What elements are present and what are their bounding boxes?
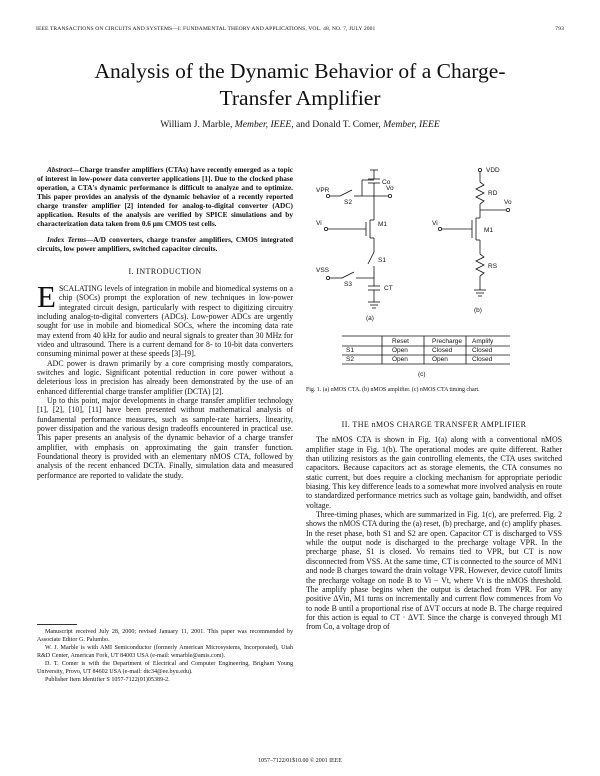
- author-2-role: Member, IEEE: [383, 119, 440, 130]
- table-row-s2-precharge: Open: [432, 356, 448, 363]
- table-row-s2-reset: Open: [392, 356, 408, 363]
- table-row-s2-amplify: Closed: [472, 356, 493, 363]
- label-c: (c): [418, 371, 426, 378]
- label-s2: S2: [344, 199, 352, 206]
- label-s1: S1: [378, 257, 386, 264]
- footnote-rule: [37, 624, 77, 625]
- author-1-role: Member, IEEE,: [234, 119, 294, 130]
- label-vdd: VDD: [486, 167, 500, 174]
- label-vi-b: Vi: [432, 220, 438, 227]
- label-a: (a): [366, 315, 374, 322]
- index-terms-lead: Index Terms—: [47, 234, 94, 244]
- table-header-amplify: Amplify: [472, 338, 494, 345]
- intro-paragraph-2: ADC power is drawn primarily by a core comprising mostly comparators, switches and logic. Significant potential reduction in core power without a deleterious loss in precision has already been demonstrated by the use of an enhanced differential charge transfer amplifier (DCTA) [2].: [37, 358, 293, 396]
- abstract: [37, 166, 293, 229]
- label-rs: RS: [488, 263, 498, 270]
- section-2-paragraph-1: The nMOS CTA is shown in Fig. 1(a) along with a conventional nMOS amplifier stage in Fig. 1(b). The operational modes are quite different. Rather than utilizing resistors as the gain controlling elements, the CTA uses switched capacitors. Because capacitors act as storage elements, the CTA consumes no static current, but does require a clocking mechanism for appropriate periodic biasing. This key difference leads to a somewhat more involved analysis en route to standardized performance metrics such as voltage gain, bandwidth, and offset voltage.: [306, 435, 562, 510]
- table-row-s2-name: S2: [346, 356, 354, 363]
- table-row-s1-name: S1: [346, 347, 354, 354]
- table-row-s1-precharge: Closed: [432, 347, 453, 354]
- label-vo-a: Vo: [386, 185, 394, 192]
- footnote-author-1: W. J. Marble is with AMI Semiconductor (formerly American Microsystems, Incorporated), Utah R&D Center, American Fork, UT 84003 USA (e-mail: wmarble@amis.com).: [37, 645, 293, 659]
- left-column: [37, 166, 293, 480]
- table-header-precharge: Precharge: [432, 338, 462, 345]
- label-co: Co: [382, 179, 391, 186]
- label-b: (b): [474, 307, 482, 314]
- label-vpr: VPR: [316, 187, 330, 194]
- page-number: 793: [555, 26, 564, 32]
- author-1: William J. Marble,: [160, 119, 233, 130]
- footnotes: [37, 624, 293, 686]
- abstract-lead: Abstract—: [47, 165, 80, 174]
- figure-1-caption: Fig. 1. (a) nMOS CTA. (b) nMOS amplifier. (c) nMOS CTA timing chart.: [306, 387, 480, 393]
- author-line: [40, 119, 560, 130]
- abstract-text: Charge transfer amplifiers (CTAs) have recently emerged as a topic of interest in low-power data converter applications [1]. Due to the clocked phase operation, a CTA's dynamic performance is difficult to analyze and to optimize. This paper provides an analysis of the dynamic behavior of a recently reported charge transfer amplifier [2] intended for analog-to-digital converter (ADC) application. Results of the analysis are verified by SPICE simulations and by characterization data taken from 0.6 μm CMOS test cells.: [37, 165, 293, 228]
- index-terms: [37, 236, 293, 254]
- index-terms-text: A/D converters, charge transfer amplifiers, CMOS integrated circuits, low power amplifiers, switched capacitor circuits.: [37, 234, 294, 253]
- label-vi-a: Vi: [316, 220, 322, 227]
- label-m1-b: M1: [484, 227, 494, 234]
- label-ct: CT: [384, 285, 393, 292]
- table-header-reset: Reset: [392, 338, 409, 345]
- intro-paragraph-1-text: SCALATING levels of integration in mobile and biomedical systems on a chip (SOCs) prompt the exploration of new techniques in low-power integrated circuit design, particularly with respect to digitizing circuitry including analog-to-digital converters (ADCs). Low-power ADCs are urgently sought for use in mobile and biomedical SOCs, where the incoming data rate may extend from 40 kHz for audio and neural signals to greater than 30 MHz for video and ultrasound. There is a current demand for 8- to 10-bit data converters consuming minimal power at these speeds [3]–[9].: [37, 283, 293, 359]
- copyright-line: 1057–7122/01$10.00 © 2001 IEEE: [258, 758, 342, 764]
- journal-name: IEEE TRANSACTIONS ON CIRCUITS AND SYSTEMS—I: FUNDAMENTAL THEORY AND APPLICATIONS, VOL. 48, NO. 7, JULY 2001: [36, 26, 376, 32]
- footnote-author-2: D. T. Comer is with the Department of Electrical and Computer Engineering, Brigham Young University, Provo, UT 84602 USA (e-mail: dtc34@ee.byu.edu).: [37, 661, 293, 675]
- table-row-s1-amplify: Closed: [472, 347, 493, 354]
- section-2-heading: II. THE nMOS CHARGE TRANSFER AMPLIFIER: [341, 420, 527, 429]
- author-2: and Donald T. Comer,: [296, 119, 381, 130]
- label-vss: VSS: [316, 267, 330, 274]
- footnote-manuscript: Manuscript received July 28, 2000; revised January 11, 2001. This paper was recommended by Associate Editor G. Palumbo.: [37, 629, 293, 643]
- paper-title: Analysis of the Dynamic Behavior of a Charge-Transfer Amplifier: [94, 59, 506, 110]
- figure-1: [300, 162, 572, 392]
- table-row-s1-reset: Open: [392, 347, 408, 354]
- label-s3: S3: [344, 281, 352, 288]
- intro-paragraph-3: Up to this point, major developments in charge transfer amplifier technology [1], [2], [10], [11] have been presented without mathematical analysis of fundamental performance measures, such as sample-rate barriers, linearity, power dissipation and the various design tradeoffs encountered in practical use. This paper presents an analysis of the dynamic behavior of a charge transfer amplifier, with emphasis on approximating the gain transfer function. Foundational theory is provided with an elementary nMOS CTA, followed by analysis of the recent enhanced DCTA. Finally, simulation data and measured performance are reported to validate the study.: [37, 396, 293, 480]
- footnote-publisher-id: Publisher Item Identifier S 1057-7122(01)05389-2.: [45, 677, 170, 683]
- right-column: [306, 420, 562, 632]
- label-vo-b: Vo: [504, 199, 512, 206]
- section-1-heading: I. INTRODUCTION: [128, 266, 202, 276]
- intro-paragraph-1: [37, 278, 293, 359]
- section-2-paragraph-2: Three-timing phases, which are summarized in Fig. 1(c), are preferred. Fig. 2 shows the nMOS CTA during the (a) reset, (b) precharge, and (c) amplify phases. In the reset phase, both S1 and S2 are open. Capacitor CT is discharged to VSS while the output node is discharged to the precharge voltage VPR. In the precharge phase, S1 is closed. Vo remains tied to VPR, but CT is now disconnected from VSS. At the same time, CT is connected to the source of MN1 and node B charges toward the drain voltage VPR. However, device cutoff limits the precharge voltage on node B to Vi − Vt, where Vt is the nMOS threshold. The amplify phase begins when the output is detached from VPR. For any positive ΔVin, M1 turns on incrementally and current flow commences from Vo to node B until a proportional rise of ΔVT occurs at node B. The charge required for this action is equal to CT · ΔVT. Since the charge is conveyed through M1 from Co, a voltage drop of: [306, 510, 562, 632]
- label-m1-a: M1: [378, 221, 388, 228]
- drop-cap: E: [37, 278, 56, 314]
- label-rd: RD: [488, 190, 498, 197]
